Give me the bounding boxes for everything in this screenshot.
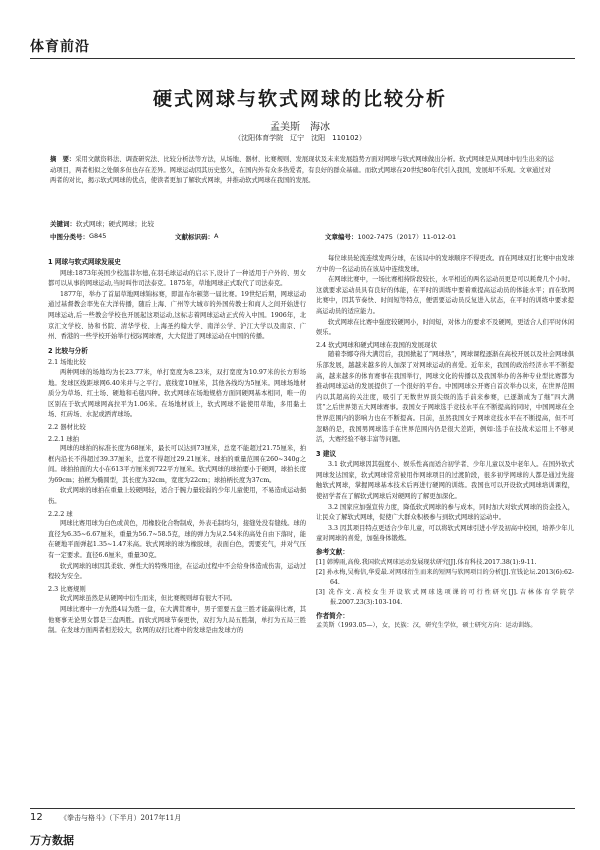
author-info: 孟美斯（1993.05—），女，民族：汉，研究生学位，硕士研究方向：运动训练。 [316,622,537,630]
author-affiliation: （沈阳体育学院 辽宁 沈阳 110102） [234,134,366,142]
references-heading: 参考文献： [316,548,349,557]
paragraph: 1877年，举办了首届草地网球锦标赛，即温布尔顿第一届比赛。19世纪后期，网球运动通过基督教会率先在大洋传播，随后上海、广州等大城市的外国传教士和商人之间开始进行网球运动,后一些教会学校也开展起这项运动,这标志着网球运动正式传入中国。1906年，北京汇文学校、协和书院、清华学校、上海圣约翰大学、南洋公学、沪江大学以及南京、广州、香港的一些学校开始举行校际网球赛，大大促进了网球运动在中国的传播。 [48,290,306,341]
subsection-heading: 2.3 比赛规则 [48,584,86,593]
article-authors: 孟美斯 海冰 [270,122,330,133]
reference-item: [1] 韩博雨,高俊.我国软式网球运动发展现状研究[J].体育科技.2017.38(1):9-11. [316,558,537,566]
keywords-text: 软式网球；硬式网球；比较 [76,220,154,228]
keywords-label: 关键词： [50,220,76,228]
subsubsection-heading: 2.2.2 球 [48,509,73,518]
article-no-value: 1002-7475（2017）11-012-01 [357,233,457,241]
footer-divider [30,808,575,809]
subsection-heading: 2.4 软式网球和硬式网球在我国的发展现状 [316,340,437,349]
paragraph: 网球的球拍的标准长度为68厘米，最长可以达到73厘米，总宽不能超过21.75厘米，拍框内沿长不得超过39.37厘米，总宽不得超过29.21厘米。球拍的重量范围在260~340g之间。球拍拍面的大小在613平方厘米到722平方厘米。软式网球的球拍要小于硬网，球拍长度为69cm；拍框为椭圆型，其长度为32cm，宽度为22cm；球拍柄长度为37cm。 [48,445,306,484]
abstract-text: 采用文献资料法、调查研究法、比较分析法等方法，从场地、器材、比赛规则、发展现状及未来发展趋势方面对网球与软式网球做出分析。软式网球是从网球中衍生出来的运动项目，两者相似之处颇多但也存在差异。网球运动因其历史悠久，在国内外有众多热爱者，有良好的群众基础。而软式网球在20世纪80年代引入我国，发展却不乐观。文章通过对两者的对比，揭示软式网球的优点，使读者更加了解软式网球，并推动软式网球在我国的发展。 [50,156,554,184]
paragraph: 软式网球的球拍在重量上较硬网轻，适合于腕力量较弱的少年儿童使用，不易造成运动损伤。 [48,487,306,506]
reference-item: [3] 冼作文.高校女生开设软式网球选项课的可行性研究[J].吉林体育学院学报.2007.23(3):103-104. [316,589,574,607]
journal-citation: 《拳击与格斗》（下半月）2017年11月 [60,814,182,822]
doc-code-label: 文献标识码： [175,233,214,241]
paragraph: 软式网球虽然是从硬网中衍生而来，但比赛规则却有很大不同。 [60,595,237,603]
paragraph: 软式网球在比赛中强度较硬网小，时间短，对体力的要求不及硬网，更适合人们平时休闲娱乐。 [316,318,574,337]
abstract [50,155,555,187]
author-info-heading: 作者简介： [316,611,349,620]
article-no-label: 文章编号： [325,233,358,241]
right-column [316,254,574,631]
paragraph: 3.3 因其项目特点更适合少年儿童，可以将软式网球引进小学及初高中校园，培养少年儿童对网球的喜爱，加强身体锻炼。 [316,524,574,543]
header-divider [30,58,575,59]
article-title: 硬式网球与软式网球的比较分析 [152,88,447,110]
section-heading: 3 建议 [316,449,337,458]
class-value: G845 [89,232,107,240]
database-watermark: 万方数据 [30,834,74,847]
page-number: 12 [30,812,43,823]
left-column [48,254,306,637]
paragraph: 3.2 国家应加强宣传力度，降低软式网球的参与成本，同时加大对软式网球的资金投入，让民众了解软式网球，促使广大群众积极参与到软式网球的运动中。 [316,503,574,522]
paragraph: 3.1 软式网球因其强度小、娱乐性高而适合初学者、少年儿童以及中老年人。在国外软式网球发达国家，软式网球常常被用作网球项目的过渡阶段，很多初学网球的人都是通过先接触软式网球，掌握网球基本技术后再进行硬网的训练。我国也可以开设软式网球培训课程，使初学者在了解软式网球后对硬网的了解更加深化。 [316,461,574,501]
paragraph: 随着李娜夺得大满贯后，我国掀起了“网球热”，网球课程逐渐在高校开展以及社会网球俱乐部发展，越越来越多的人加深了对网球运动的喜爱。近年来，我国的政治经济水平不断提高，越来越多的体育赛事在我国举行，网球文化的传播以及我国举办的各种专业型比赛都为推动网球运动的发展提供了一个很好的平台。中国网球公开赛自首次举办以来，在世界范围内以其超高的关注度，吸引了无数世界顶尖级的选手前来参赛，已逐渐成为了继“四大满贯”之后世界第五大网球赛事。我国女子网球选手竞技水平在不断提高的同时，中国网球在全世界范围内的影响力也在不断提高。目前，虽然我国女子网球竞技水平在不断提高，但不可忽略的是，我国男网球选手在世界范围内仍是很大差距，例如:选手在技战术运用上不够灵活，大赛经验不够丰富等问题。 [316,351,574,444]
subsection-heading: 2.2 器材比较 [48,422,86,431]
paragraph: 网球:1873年英国少校温菲尔德,在羽毛球运动的启示下,设计了一种适用于户外的、男女都可以从事的网球运动,当时叫作司法泰克。1875年，草地网球正式取代了司法泰克。 [48,269,306,288]
keywords [50,219,555,228]
paragraph: 网球比赛中一方先胜4局为胜一盘，在大满贯赛中，男子需要五盘三胜才能赢得比赛，其他赛事无论男女都是三盘两胜。而软式网球节奏更快，双打为九局五胜制，单打为五局三胜制。在发球方面两者相差较大，软网的双打比赛中的发球是由发球方的 [48,606,306,635]
subsection-heading: 2.1 场地比较 [48,358,86,367]
classification-line [50,232,555,244]
abstract-label: 摘 要： [50,156,76,163]
section-heading: 2 比较与分析 [48,346,88,355]
paragraph: 软式网球的球因其柔软、弹性大的特殊用途，在运动过程中不会给身体造成伤害，运动过程较为安全。 [48,562,306,581]
class-label: 中图分类号： [50,233,89,241]
doc-code-value: A [214,232,219,240]
paragraph: 网球比赛用球为白色或黄色，用橡胶化合物制成，外表毛制均匀，接缝处没有缝线。球的直径为6.35~6.67厘米，重量为56.7~58.5克，球的弹力为从2.54米的高处自由下落时，能在硬地平面弹起1.35~1.47米高。软式网球的球为橡胶球，表面白色，需要充气，并对气压有一定要求。直径6.6厘米，重量30克。 [48,520,306,560]
paragraph: 在网球比赛中，一场比赛相持阶段较长，水平相近的两名运动员更是可以耗费几个小时。这就要求运动员具有良好的体能，在平时的训练中要着重提高运动员的体能水平；而在软网比赛中，因其节奏快、时间短等特点，便需要运动员反复进入状态，在平时的训练中要求提高运动员的适应能力。 [316,276,574,315]
reference-item: [2] 孙永梅,吴梅信,华爱最.对网球衍生而来的短网与软网项目的分析[J].宜钱论坛.2013(6):62-64. [316,568,574,587]
subsubsection-heading: 2.2.1 球拍 [48,434,80,443]
section-heading: 1 网球与软式网球发展史 [48,258,121,266]
paragraph: 每位球员轮流连续发两分球，在该局中的发球顺序不得更改。而在网球双打比赛中由发球方中的一名运动员在该局中连续发球。 [316,255,574,273]
section-tag: 体育前沿 [30,39,90,55]
paragraph: 两种网球的场地均为长23.77米，单打宽度为8.23米，双打宽度为10.97米的长方形场地。发球区线距球网6.40米并与之平行。底线宽10厘米，其他各线均为5厘米。网球场地材质分为草场、红土场、硬地和毛毯四种。软式网球在场地规格方面同硬网基本相同，唯一的区别在于软式网球网高拉平为1.06米。在场地材质上，软式网球不能使用草地，多用黏土场、红砖场、水泥或洒青球场。 [48,368,306,419]
